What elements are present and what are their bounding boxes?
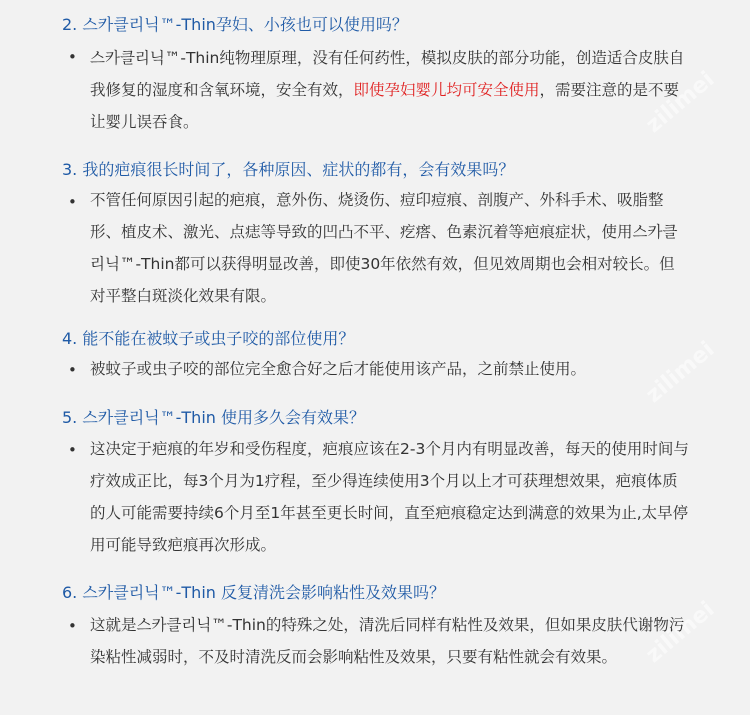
faq-question-2: 2. 스카클리닉™-Thin孕妇、小孩也可以使用吗？ [62, 15, 408, 34]
faq-answer-3: 不管任何原因引起的疤痕，意外伤、烧烫伤、痘印痘痕、剖腹产、外科手术、吸脂整形、植皮术、激光、点痣等导致的凹凸不平、疙瘩、色素沉着等疤痕症状，使用스카클리닉™-Thin都可以获得明显改善，即使30年依然有效，但见效周期也会相对较长。但对平整白斑淡化效果有限。 [90, 191, 678, 305]
bullet: • [68, 361, 77, 379]
bullet: • [68, 193, 77, 211]
faq-question-6: 6. 스카클리닉™-Thin 反复清洗会影响粘性及效果吗？ [62, 583, 445, 602]
watermark: zilimei [641, 66, 720, 139]
faq-question-4: 4. 能不能在被蚊子或虫子咬的部位使用？ [62, 329, 355, 348]
watermark: zilimei [641, 336, 720, 409]
watermark: zilimei [641, 596, 720, 669]
faq-answer-4: 被蚊子或虫子咬的部位完全愈合好之后才能使用该产品，之前禁止使用。 [90, 360, 587, 378]
faq-question-5: 5. 스카클리닉™-Thin 使用多久会有效果？ [62, 408, 365, 427]
answer-text: ，需要注意的是不要让婴儿误吞食。 [90, 81, 680, 131]
bullet: • [68, 617, 77, 635]
bullet: • [68, 441, 77, 459]
faq-answer-2 [90, 42, 690, 138]
faq-question-3: 3. 我的疤痕很长时间了，各种原因、症状的都有，会有效果吗？ [62, 160, 515, 179]
faq-answer-6: 这就是스카클리닉™-Thin的特殊之处，清洗后同样有粘性及效果，但如果皮肤代谢物污染粘性减弱时，不及时清洗反而会影响粘性及效果，只要有粘性就会有效果。 [90, 616, 685, 666]
answer-highlight: 即使孕妇婴儿均可安全使用 [353, 81, 540, 99]
bullet: • [68, 48, 77, 66]
answer-text: 스카클리닉™-Thin纯物理原理，没有任何药性，模拟皮肤的部分功能，创造适合皮肤自我修复的湿度和含氧环境，安全有效， [90, 49, 685, 99]
faq-answer-5: 这决定于疤痕的年岁和受伤程度，疤痕应该在2-3个月内有明显改善，每天的使用时间与疗效成正比，每3个月为1疗程，至少得连续使用3个月以上才可获理想效果，疤痕体质的人可能需要持续6个月至1年甚至更长时间，直至疤痕稳定达到满意的效果为止,太早停用可能导致疤痕再次形成。 [90, 440, 689, 554]
